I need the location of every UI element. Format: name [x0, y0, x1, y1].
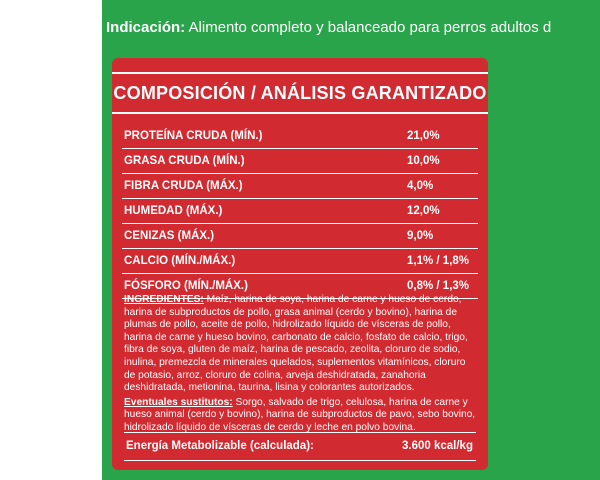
- analysis-row-fat: [122, 149, 478, 174]
- row-value: 9,0%: [407, 230, 434, 242]
- divider: [124, 460, 476, 461]
- row-value: 4,0%: [407, 180, 434, 192]
- indication-label: Indicación:: [106, 19, 186, 36]
- ingredients-text: Maíz, harina de soya, harina de carne y hueso de cerdo, harina de subproductos de pollo, grasa animal (cerdo y bovino), harina de plumas de pollo, aceite de pollo, hidrolizado líquido de vísceras de pollo, harina de carne y hueso bovino, carbonato de calcio, fosfato de calcio, trigo, fibra de soya, gluten de maíz, harina de pescado, zeolita, cloruro de sodio, inulina, premezcla de minerales quelados, suplementos vitamínicos, cloruro de potasio, arroz, cloruro de colina, arveja deshidratada, zanahoria deshidratada, metionina, taurina, lisina y colorantes autorizados.: [124, 294, 468, 394]
- energy-label: Energía Metabolizable (calculada):: [126, 440, 314, 452]
- row-value: 1,1% / 1,8%: [407, 255, 470, 267]
- substitutes-label: Eventuales sustitutos:: [124, 396, 233, 408]
- composition-panel: [112, 58, 488, 470]
- analysis-row-calcium: [122, 249, 478, 274]
- composition-title: COMPOSICIÓN / ANÁLISIS GARANTIZADO: [112, 72, 488, 114]
- substitutes-paragraph: [124, 397, 476, 435]
- analysis-table: [122, 124, 478, 299]
- analysis-row-fiber: [122, 174, 478, 199]
- row-name: HUMEDAD (MÁX.): [124, 205, 223, 217]
- energy-value: 3.600 kcal/kg: [402, 440, 473, 452]
- analysis-row-moisture: [122, 199, 478, 224]
- divider: [124, 432, 476, 433]
- ingredients-label: INGREDIENTES:: [124, 294, 204, 305]
- indication-line: [106, 18, 600, 38]
- ingredients-paragraph: [124, 294, 476, 395]
- analysis-row-protein: [122, 124, 478, 149]
- indication-text: Alimento completo y balanceado para perros adultos d: [185, 19, 552, 36]
- row-name: GRASA CRUDA (MÍN.): [124, 155, 245, 167]
- row-name: PROTEÍNA CRUDA (MÍN.): [124, 130, 263, 142]
- row-value: 21,0%: [407, 130, 440, 142]
- row-value: 12,0%: [407, 205, 440, 217]
- ingredients-block: [124, 294, 476, 437]
- row-name: FIBRA CRUDA (MÁX.): [124, 180, 243, 192]
- energy-row: [126, 438, 476, 454]
- row-name: CALCIO (MÍN./MÁX.): [124, 255, 236, 267]
- row-name: FÓSFORO (MÍN./MÁX.): [124, 280, 248, 292]
- row-value: 0,8% / 1,3%: [407, 280, 470, 292]
- row-value: 10,0%: [407, 155, 440, 167]
- substitutes-text: Sorgo, salvado de trigo, celulosa, harina de carne y hueso animal (cerdo y bovino), harina de subproductos de pavo, sebo bovino, hidrolizado líquido de vísceras de cerdo y leche en polvo bovina.: [124, 396, 476, 433]
- row-name: CENIZAS (MÁX.): [124, 230, 215, 242]
- analysis-row-ash: [122, 224, 478, 249]
